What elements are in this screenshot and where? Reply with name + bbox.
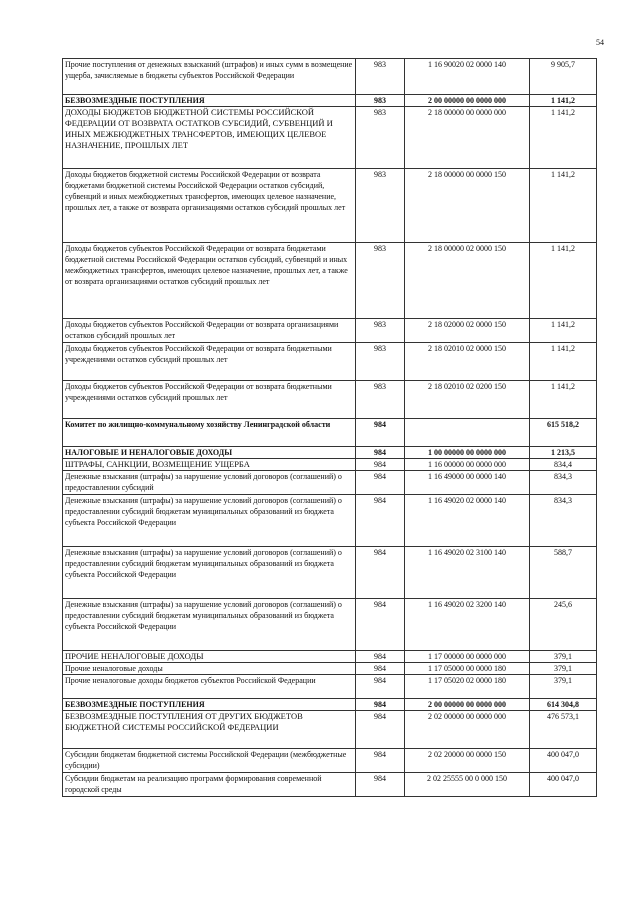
row-admin-code-cell: 984	[356, 495, 405, 547]
table-row	[63, 169, 597, 243]
table-row	[63, 599, 597, 651]
table-row	[63, 471, 597, 495]
table-row	[63, 495, 597, 547]
table-row	[63, 107, 597, 169]
row-budget-code-cell: 1 17 05020 02 0000 180	[405, 675, 530, 699]
row-budget-code-cell: 2 18 02010 02 0200 150	[405, 381, 530, 419]
table-row	[63, 319, 597, 343]
row-name-cell: Субсидии бюджетам бюджетной системы Российской Федерации (межбюджетные субсидии)	[63, 749, 356, 773]
row-admin-code-cell: 984	[356, 651, 405, 663]
row-name-cell: Субсидии бюджетам на реализацию программ формирования современной городской среды	[63, 773, 356, 797]
row-budget-code-cell: 1 16 49000 00 0000 140	[405, 471, 530, 495]
row-admin-code-cell: 983	[356, 95, 405, 107]
row-budget-code-cell	[405, 419, 530, 447]
row-name-cell: Доходы бюджетов субъектов Российской Федерации от возврата бюджетами бюджетной системы Российской Федерации остатков субсидий, субвенций и иных межбюджетных трансфертов, имеющих целевое назначение, прошлых лет, а также от возврата организациями остатков субсидий прошлых лет	[63, 243, 356, 319]
row-name-cell: Доходы бюджетов субъектов Российской Федерации от возврата бюджетными учреждениями остатков субсидий прошлых лет	[63, 343, 356, 381]
table-row	[63, 547, 597, 599]
table-row	[63, 773, 597, 797]
revenue-table	[62, 58, 597, 797]
table-row	[63, 699, 597, 711]
row-admin-code-cell: 984	[356, 459, 405, 471]
row-admin-code-cell: 983	[356, 343, 405, 381]
row-budget-code-cell: 2 18 02000 02 0000 150	[405, 319, 530, 343]
row-budget-code-cell: 2 18 00000 02 0000 150	[405, 243, 530, 319]
row-amount-cell: 379,1	[530, 675, 597, 699]
row-budget-code-cell: 2 00 00000 00 0000 000	[405, 699, 530, 711]
row-budget-code-cell: 2 02 20000 00 0000 150	[405, 749, 530, 773]
row-budget-code-cell: 1 17 00000 00 0000 000	[405, 651, 530, 663]
row-amount-cell: 1 141,2	[530, 319, 597, 343]
row-admin-code-cell: 983	[356, 59, 405, 95]
row-amount-cell: 1 141,2	[530, 381, 597, 419]
row-amount-cell: 400 047,0	[530, 773, 597, 797]
row-amount-cell: 834,3	[530, 495, 597, 547]
row-name-cell: ШТРАФЫ, САНКЦИИ, ВОЗМЕЩЕНИЕ УЩЕРБА	[63, 459, 356, 471]
row-name-cell: БЕЗВОЗМЕЗДНЫЕ ПОСТУПЛЕНИЯ ОТ ДРУГИХ БЮДЖЕТОВ БЮДЖЕТНОЙ СИСТЕМЫ РОССИЙСКОЙ ФЕДЕРАЦИИ	[63, 711, 356, 749]
row-amount-cell: 1 141,2	[530, 107, 597, 169]
row-admin-code-cell: 984	[356, 711, 405, 749]
table-row	[63, 381, 597, 419]
row-amount-cell: 834,3	[530, 471, 597, 495]
row-admin-code-cell: 984	[356, 773, 405, 797]
row-amount-cell: 1 141,2	[530, 169, 597, 243]
table-row	[63, 651, 597, 663]
row-budget-code-cell: 2 00 00000 00 0000 000	[405, 95, 530, 107]
row-name-cell: Денежные взыскания (штрафы) за нарушение условий договоров (соглашений) о предоставлении субсидий бюджетам муниципальных образований из бюджета субъекта Российской Федерации	[63, 599, 356, 651]
row-amount-cell: 834,4	[530, 459, 597, 471]
row-admin-code-cell: 984	[356, 419, 405, 447]
row-name-cell: Доходы бюджетов бюджетной системы Российской Федерации от возврата бюджетами бюджетной системы Российской Федерации остатков субсидий, субвенций и иных межбюджетных трансфертов, имеющих целевое назначение, прошлых лет, а также от возврата организациями остатков субсидий прошлых лет	[63, 169, 356, 243]
row-admin-code-cell: 983	[356, 319, 405, 343]
table-row	[63, 243, 597, 319]
row-admin-code-cell: 983	[356, 169, 405, 243]
table-row	[63, 447, 597, 459]
row-budget-code-cell: 2 18 00000 00 0000 000	[405, 107, 530, 169]
table-row	[63, 663, 597, 675]
row-name-cell: ПРОЧИЕ НЕНАЛОГОВЫЕ ДОХОДЫ	[63, 651, 356, 663]
row-amount-cell: 9 905,7	[530, 59, 597, 95]
row-name-cell: БЕЗВОЗМЕЗДНЫЕ ПОСТУПЛЕНИЯ	[63, 95, 356, 107]
row-budget-code-cell: 1 17 05000 00 0000 180	[405, 663, 530, 675]
row-admin-code-cell: 984	[356, 699, 405, 711]
row-amount-cell: 588,7	[530, 547, 597, 599]
table-row	[63, 59, 597, 95]
row-name-cell: НАЛОГОВЫЕ И НЕНАЛОГОВЫЕ ДОХОДЫ	[63, 447, 356, 459]
row-admin-code-cell: 984	[356, 675, 405, 699]
row-admin-code-cell: 983	[356, 381, 405, 419]
row-name-cell: Доходы бюджетов субъектов Российской Федерации от возврата организациями остатков субсидий прошлых лет	[63, 319, 356, 343]
row-name-cell: Прочие неналоговые доходы бюджетов субъектов Российской Федерации	[63, 675, 356, 699]
table-row	[63, 419, 597, 447]
table-row	[63, 95, 597, 107]
row-amount-cell: 379,1	[530, 663, 597, 675]
row-budget-code-cell: 1 16 49020 02 0000 140	[405, 495, 530, 547]
table-row	[63, 675, 597, 699]
row-budget-code-cell: 2 18 00000 00 0000 150	[405, 169, 530, 243]
row-budget-code-cell: 1 16 49020 02 3200 140	[405, 599, 530, 651]
row-name-cell: Денежные взыскания (штрафы) за нарушение условий договоров (соглашений) о предоставлении субсидий	[63, 471, 356, 495]
row-admin-code-cell: 984	[356, 447, 405, 459]
row-budget-code-cell: 2 18 02010 02 0000 150	[405, 343, 530, 381]
row-amount-cell: 379,1	[530, 651, 597, 663]
row-amount-cell: 245,6	[530, 599, 597, 651]
row-amount-cell: 614 304,8	[530, 699, 597, 711]
row-amount-cell: 615 518,2	[530, 419, 597, 447]
revenue-table-body	[63, 59, 597, 797]
row-amount-cell: 1 141,2	[530, 243, 597, 319]
row-name-cell: Прочие неналоговые доходы	[63, 663, 356, 675]
row-amount-cell: 476 573,1	[530, 711, 597, 749]
row-amount-cell: 1 141,2	[530, 343, 597, 381]
row-admin-code-cell: 984	[356, 749, 405, 773]
table-row	[63, 343, 597, 381]
row-budget-code-cell: 2 02 00000 00 0000 000	[405, 711, 530, 749]
row-amount-cell: 1 213,5	[530, 447, 597, 459]
row-budget-code-cell: 1 16 49020 02 3100 140	[405, 547, 530, 599]
table-row	[63, 711, 597, 749]
row-admin-code-cell: 984	[356, 471, 405, 495]
row-name-cell: Доходы бюджетов субъектов Российской Федерации от возврата бюджетными учреждениями остатков субсидий прошлых лет	[63, 381, 356, 419]
row-budget-code-cell: 1 00 00000 00 0000 000	[405, 447, 530, 459]
table-row	[63, 749, 597, 773]
table-row	[63, 459, 597, 471]
row-name-cell: Денежные взыскания (штрафы) за нарушение условий договоров (соглашений) о предоставлении субсидий бюджетам муниципальных образований из бюджета субъекта Российской Федерации	[63, 495, 356, 547]
row-admin-code-cell: 984	[356, 599, 405, 651]
row-admin-code-cell: 984	[356, 547, 405, 599]
row-admin-code-cell: 983	[356, 107, 405, 169]
row-budget-code-cell: 1 16 90020 02 0000 140	[405, 59, 530, 95]
row-budget-code-cell: 2 02 25555 00 0 000 150	[405, 773, 530, 797]
row-name-cell: БЕЗВОЗМЕЗДНЫЕ ПОСТУПЛЕНИЯ	[63, 699, 356, 711]
row-admin-code-cell: 984	[356, 663, 405, 675]
row-amount-cell: 400 047,0	[530, 749, 597, 773]
row-name-cell: ДОХОДЫ БЮДЖЕТОВ БЮДЖЕТНОЙ СИСТЕМЫ РОССИЙСКОЙ ФЕДЕРАЦИИ ОТ ВОЗВРАТА ОСТАТКОВ СУБСИДИЙ, СУБВЕНЦИЙ И ИНЫХ МЕЖБЮДЖЕТНЫХ ТРАНСФЕРТОВ, ИМЕЮЩИХ ЦЕЛЕВОЕ НАЗНАЧЕНИЕ, ПРОШЛЫХ ЛЕТ	[63, 107, 356, 169]
row-budget-code-cell: 1 16 00000 00 0000 000	[405, 459, 530, 471]
page-number: 54	[596, 38, 604, 47]
row-amount-cell: 1 141,2	[530, 95, 597, 107]
row-name-cell: Денежные взыскания (штрафы) за нарушение условий договоров (соглашений) о предоставлении субсидий бюджетам муниципальных образований из бюджета субъекта Российской Федерации	[63, 547, 356, 599]
row-admin-code-cell: 983	[356, 243, 405, 319]
row-name-cell: Прочие поступления от денежных взысканий (штрафов) и иных сумм в возмещение ущерба, зачисляемые в бюджеты субъектов Российской Федерации	[63, 59, 356, 95]
row-name-cell: Комитет по жилищно-коммунальному хозяйству Ленинградской области	[63, 419, 356, 447]
